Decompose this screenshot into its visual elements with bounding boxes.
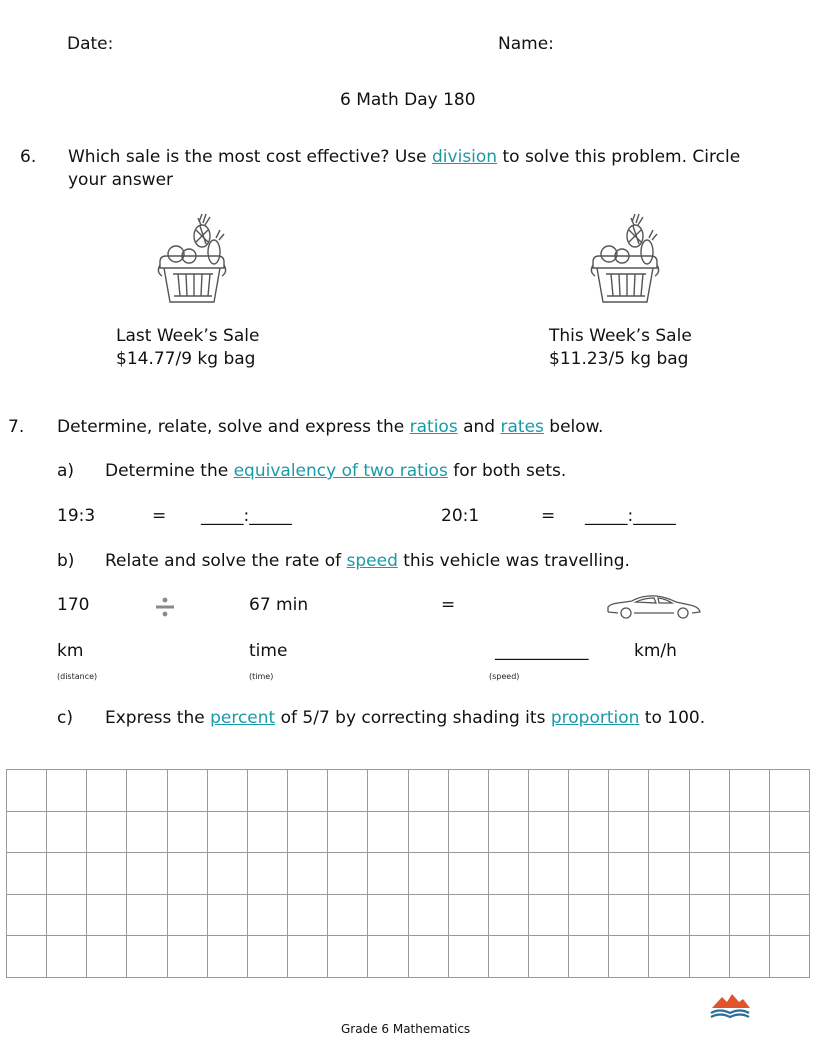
grid-cell[interactable]	[730, 853, 770, 895]
ratio-1-equals: =	[152, 506, 167, 526]
grid-cell[interactable]	[328, 936, 368, 978]
grid-cell[interactable]	[609, 770, 649, 812]
grid-cell[interactable]	[47, 936, 87, 978]
grid-cell[interactable]	[47, 770, 87, 812]
grid-cell[interactable]	[569, 936, 609, 978]
grid-cell[interactable]	[730, 895, 770, 937]
grid-cell[interactable]	[288, 853, 328, 895]
grid-cell[interactable]	[730, 812, 770, 854]
this-week-sale-heading: This Week’s Sale	[549, 326, 692, 346]
grid-cell[interactable]	[449, 770, 489, 812]
grid-cell[interactable]	[208, 812, 248, 854]
grid-cell[interactable]	[409, 895, 449, 937]
grid-cell[interactable]	[168, 853, 208, 895]
question-7-text-part: and	[457, 417, 501, 437]
grid-cell[interactable]	[770, 812, 810, 854]
grid-cell[interactable]	[609, 853, 649, 895]
division-link[interactable]: division	[432, 147, 498, 167]
mountain-book-logo	[708, 992, 752, 1020]
speed-note: (speed)	[489, 672, 520, 681]
grid-cell[interactable]	[328, 853, 368, 895]
time-value: 67 min	[249, 595, 309, 615]
question-6-text	[68, 147, 740, 167]
grid-cell[interactable]	[449, 936, 489, 978]
equivalency-link[interactable]: equivalency of two ratios	[233, 461, 448, 481]
grid-cell[interactable]	[609, 936, 649, 978]
last-week-sale-price: $14.77/9 kg bag	[116, 349, 256, 369]
question-6-text-line2: your answer	[68, 170, 174, 190]
grid-cell[interactable]	[168, 936, 208, 978]
grid-cell[interactable]	[730, 936, 770, 978]
ratio-1-answer-blank[interactable]: _____:_____	[201, 506, 292, 526]
grid-cell[interactable]	[87, 853, 127, 895]
grid-cell[interactable]	[770, 895, 810, 937]
grid-cell[interactable]	[87, 812, 127, 854]
grid-cell[interactable]	[47, 853, 87, 895]
grid-cell[interactable]	[569, 853, 609, 895]
grid-cell[interactable]	[690, 770, 730, 812]
question-6-number: 6.	[20, 147, 37, 167]
grid-cell[interactable]	[770, 936, 810, 978]
grid-cell[interactable]	[328, 770, 368, 812]
part-c-text	[105, 708, 705, 728]
grid-cell[interactable]	[409, 853, 449, 895]
grid-cell[interactable]	[529, 853, 569, 895]
page-title: 6 Math Day 180	[340, 90, 476, 110]
grid-cell[interactable]	[248, 853, 288, 895]
grid-cell[interactable]	[208, 895, 248, 937]
percent-link[interactable]: percent	[210, 708, 276, 728]
time-unit: time	[249, 641, 288, 661]
grid-cell[interactable]	[529, 812, 569, 854]
grid-cell[interactable]	[7, 853, 47, 895]
grid-cell[interactable]	[368, 895, 408, 937]
grid-cell[interactable]	[328, 895, 368, 937]
grid-cell[interactable]	[208, 936, 248, 978]
grid-cell[interactable]	[569, 895, 609, 937]
grid-cell[interactable]	[168, 895, 208, 937]
date-label: Date:	[67, 34, 114, 54]
grid-cell[interactable]	[489, 812, 529, 854]
part-b-text-part: Relate and solve the rate of	[105, 551, 347, 571]
grid-cell[interactable]	[529, 770, 569, 812]
fruit-basket-icon	[589, 210, 661, 310]
grid-cell[interactable]	[529, 895, 569, 937]
grid-cell[interactable]	[690, 812, 730, 854]
grid-cell[interactable]	[690, 936, 730, 978]
question-6-text-part: to solve this problem. Circle	[497, 147, 741, 167]
proportion-link[interactable]: proportion	[550, 708, 640, 728]
grid-cell[interactable]	[87, 770, 127, 812]
grid-cell[interactable]	[127, 936, 167, 978]
hundred-grid	[6, 769, 810, 978]
part-c-label: c)	[57, 708, 73, 728]
part-c-text-part: Express the	[105, 708, 211, 728]
question-7-number: 7.	[8, 417, 25, 437]
speed-unit: km/h	[634, 641, 677, 661]
part-b-text	[105, 551, 630, 571]
grid-cell[interactable]	[489, 853, 529, 895]
grid-cell[interactable]	[649, 853, 689, 895]
footer-label: Grade 6 Mathematics	[341, 1022, 471, 1036]
grid-cell[interactable]	[127, 895, 167, 937]
ratios-link[interactable]: ratios	[409, 417, 458, 437]
part-c-text-part: to 100.	[639, 708, 706, 728]
grid-cell[interactable]	[7, 936, 47, 978]
grid-cell[interactable]	[770, 770, 810, 812]
grid-cell[interactable]	[7, 770, 47, 812]
grid-cell[interactable]	[328, 812, 368, 854]
speed-link[interactable]: speed	[346, 551, 398, 571]
speed-equals: =	[441, 595, 456, 615]
distance-note: (distance)	[57, 672, 98, 681]
part-a-label: a)	[57, 461, 75, 481]
grid-cell[interactable]	[288, 770, 328, 812]
grid-cell[interactable]	[368, 770, 408, 812]
part-b-text-part: this vehicle was travelling.	[397, 551, 630, 571]
grid-cell[interactable]	[87, 895, 127, 937]
question-7-text	[57, 417, 603, 437]
part-a-text	[105, 461, 566, 481]
division-icon	[155, 597, 175, 617]
grid-cell[interactable]	[449, 812, 489, 854]
this-week-sale-price: $11.23/5 kg bag	[549, 349, 689, 369]
grid-cell[interactable]	[87, 936, 127, 978]
grid-cell[interactable]	[569, 812, 609, 854]
name-label: Name:	[498, 34, 554, 54]
rates-link[interactable]: rates	[500, 417, 544, 437]
grid-cell[interactable]	[127, 812, 167, 854]
part-a-text-part: Determine the	[105, 461, 234, 481]
grid-cell[interactable]	[368, 936, 408, 978]
grid-cell[interactable]	[248, 895, 288, 937]
grid-cell[interactable]	[168, 770, 208, 812]
grid-cell[interactable]	[489, 770, 529, 812]
grid-cell[interactable]	[168, 812, 208, 854]
question-6-text-part: Which sale is the most cost effective? Use	[68, 147, 433, 167]
grid-cell[interactable]	[690, 895, 730, 937]
grid-cell[interactable]	[649, 936, 689, 978]
grid-cell[interactable]	[248, 812, 288, 854]
part-c-text-part: of 5/7 by correcting shading its	[275, 708, 551, 728]
grid-cell[interactable]	[288, 936, 328, 978]
grid-cell[interactable]	[127, 853, 167, 895]
grid-cell[interactable]	[368, 812, 408, 854]
grid-cell[interactable]	[7, 895, 47, 937]
grid-cell[interactable]	[409, 812, 449, 854]
question-7-text-part: below.	[543, 417, 604, 437]
grid-cell[interactable]	[368, 853, 408, 895]
grid-cell[interactable]	[649, 812, 689, 854]
grid-cell[interactable]	[248, 936, 288, 978]
grid-cell[interactable]	[47, 812, 87, 854]
grid-cell[interactable]	[730, 770, 770, 812]
fruit-basket-icon	[156, 210, 228, 310]
time-note: (time)	[249, 672, 274, 681]
speed-answer-blank[interactable]: ___________	[495, 641, 589, 661]
grid-cell[interactable]	[409, 770, 449, 812]
grid-cell[interactable]	[690, 853, 730, 895]
grid-cell[interactable]	[609, 895, 649, 937]
grid-cell[interactable]	[208, 770, 248, 812]
grid-cell[interactable]	[649, 770, 689, 812]
grid-cell[interactable]	[248, 770, 288, 812]
ratio-2-answer-blank[interactable]: _____:_____	[585, 506, 676, 526]
distance-unit: km	[57, 641, 84, 661]
grid-cell[interactable]	[529, 936, 569, 978]
question-7-text-part: Determine, relate, solve and express the	[57, 417, 410, 437]
grid-cell[interactable]	[409, 936, 449, 978]
grid-cell[interactable]	[449, 853, 489, 895]
grid-cell[interactable]	[770, 853, 810, 895]
ratio-2-equals: =	[541, 506, 556, 526]
grid-cell[interactable]	[449, 895, 489, 937]
grid-cell[interactable]	[609, 812, 649, 854]
part-a-text-part: for both sets.	[447, 461, 567, 481]
grid-cell[interactable]	[127, 770, 167, 812]
grid-cell[interactable]	[208, 853, 248, 895]
grid-cell[interactable]	[288, 812, 328, 854]
grid-cell[interactable]	[649, 895, 689, 937]
grid-cell[interactable]	[489, 936, 529, 978]
part-b-label: b)	[57, 551, 75, 571]
ratio-1: 19:3	[57, 506, 96, 526]
grid-cell[interactable]	[288, 895, 328, 937]
grid-cell[interactable]	[489, 895, 529, 937]
grid-cell[interactable]	[569, 770, 609, 812]
last-week-sale-heading: Last Week’s Sale	[116, 326, 260, 346]
car-icon	[604, 593, 702, 621]
distance-value: 170	[57, 595, 90, 615]
grid-cell[interactable]	[47, 895, 87, 937]
grid-cell[interactable]	[7, 812, 47, 854]
ratio-2: 20:1	[441, 506, 480, 526]
